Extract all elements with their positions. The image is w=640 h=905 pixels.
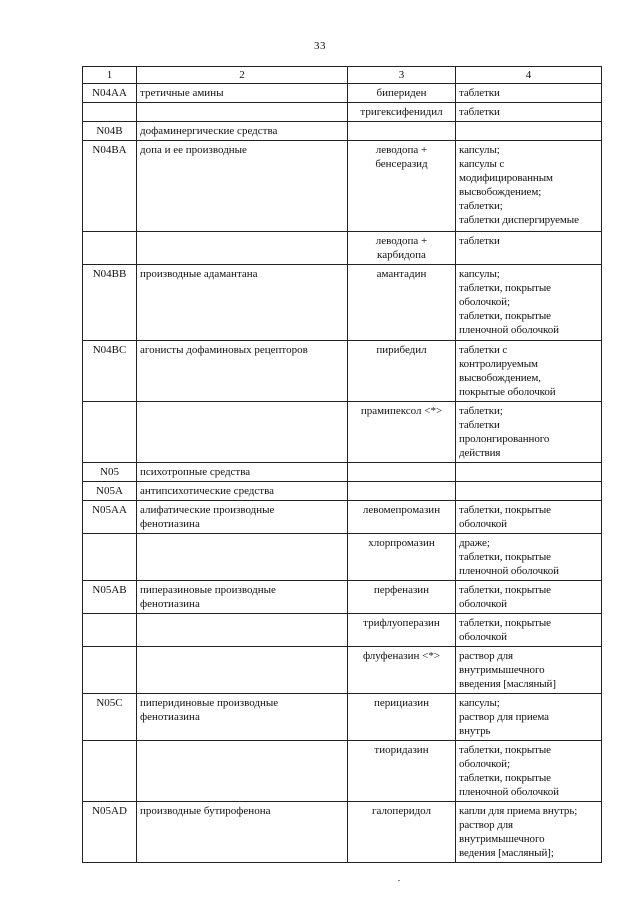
table-row bbox=[83, 581, 602, 614]
dosage-form-cell bbox=[456, 463, 602, 482]
atc-code-cell: N04BC bbox=[83, 341, 137, 402]
drug-name-cell: пирибедил bbox=[348, 341, 456, 402]
group-name-cell: допа и ее производные bbox=[137, 141, 348, 232]
atc-code-cell bbox=[83, 402, 137, 463]
drug-name-cell: флуфеназин <*> bbox=[348, 647, 456, 694]
dosage-form-cell: таблетки; таблетки пролонгированного действия bbox=[456, 402, 602, 463]
atc-code-cell: N05 bbox=[83, 463, 137, 482]
drug-name-cell: бипериден bbox=[348, 84, 456, 103]
group-name-cell: алифатические производные фенотиазина bbox=[137, 501, 348, 534]
dosage-form-cell: капли для приема внутрь; раствор для внутримышечного ведения [масляный]; bbox=[456, 802, 602, 863]
dosage-form-cell: таблетки bbox=[456, 103, 602, 122]
atc-code-cell bbox=[83, 647, 137, 694]
group-name-cell: психотропные средства bbox=[137, 463, 348, 482]
drug-table bbox=[82, 66, 602, 863]
table-row bbox=[83, 647, 602, 694]
drug-name-cell: тригексифенидил bbox=[348, 103, 456, 122]
drug-name-cell bbox=[348, 482, 456, 501]
table-row bbox=[83, 741, 602, 802]
dosage-form-cell: таблетки, покрытые оболочкой bbox=[456, 614, 602, 647]
table-row bbox=[83, 614, 602, 647]
drug-name-cell: амантадин bbox=[348, 265, 456, 341]
page-number: 33 bbox=[314, 40, 326, 52]
table-row bbox=[83, 402, 602, 463]
atc-code-cell: N04AA bbox=[83, 84, 137, 103]
dosage-form-cell bbox=[456, 482, 602, 501]
table-row bbox=[83, 141, 602, 232]
drug-name-cell bbox=[348, 122, 456, 141]
table-row bbox=[83, 694, 602, 741]
group-name-cell: третичные амины bbox=[137, 84, 348, 103]
drug-name-cell: трифлуоперазин bbox=[348, 614, 456, 647]
dosage-form-cell: таблетки, покрытые оболочкой bbox=[456, 501, 602, 534]
column-header-code: 1 bbox=[83, 67, 137, 84]
group-name-cell bbox=[137, 402, 348, 463]
table-row bbox=[83, 84, 602, 103]
dosage-form-cell: таблетки bbox=[456, 84, 602, 103]
drug-name-cell: перициазин bbox=[348, 694, 456, 741]
table-row bbox=[83, 802, 602, 863]
atc-code-cell bbox=[83, 614, 137, 647]
dosage-form-cell: таблетки, покрытые оболочкой; таблетки, покрытые пленочной оболочкой bbox=[456, 741, 602, 802]
drug-name-cell: хлорпромазин bbox=[348, 534, 456, 581]
table-body bbox=[83, 84, 602, 863]
group-name-cell: антипсихотические средства bbox=[137, 482, 348, 501]
table-row bbox=[83, 501, 602, 534]
group-name-cell bbox=[137, 647, 348, 694]
dosage-form-cell: таблетки bbox=[456, 232, 602, 265]
dosage-form-cell bbox=[456, 122, 602, 141]
table-row bbox=[83, 122, 602, 141]
drug-name-cell bbox=[348, 463, 456, 482]
dosage-form-cell: драже; таблетки, покрытые пленочной оболочкой bbox=[456, 534, 602, 581]
atc-code-cell bbox=[83, 232, 137, 265]
table-row bbox=[83, 463, 602, 482]
dosage-form-cell: таблетки, покрытые оболочкой bbox=[456, 581, 602, 614]
atc-code-cell: N04BA bbox=[83, 141, 137, 232]
group-name-cell: производные бутирофенона bbox=[137, 802, 348, 863]
table-row bbox=[83, 341, 602, 402]
atc-code-cell: N05A bbox=[83, 482, 137, 501]
group-name-cell: производные адамантана bbox=[137, 265, 348, 341]
dosage-form-cell: раствор для внутримышечного введения [масляный] bbox=[456, 647, 602, 694]
atc-code-cell: N05C bbox=[83, 694, 137, 741]
table-row bbox=[83, 482, 602, 501]
group-name-cell bbox=[137, 614, 348, 647]
drug-name-cell: леводопа + карбидопа bbox=[348, 232, 456, 265]
drug-name-cell: леводопа + бенсеразид bbox=[348, 141, 456, 232]
column-header-name: 2 bbox=[137, 67, 348, 84]
header-row bbox=[83, 67, 602, 84]
atc-code-cell: N04B bbox=[83, 122, 137, 141]
drug-name-cell: тиоридазин bbox=[348, 741, 456, 802]
table-row bbox=[83, 103, 602, 122]
column-header-form: 4 bbox=[456, 67, 602, 84]
column-header-drug: 3 bbox=[348, 67, 456, 84]
group-name-cell: агонисты дофаминовых рецепторов bbox=[137, 341, 348, 402]
page-mark bbox=[398, 880, 400, 881]
dosage-form-cell: капсулы; таблетки, покрытые оболочкой; таблетки, покрытые пленочной оболочкой bbox=[456, 265, 602, 341]
drug-name-cell: прамипексол <*> bbox=[348, 402, 456, 463]
table-row bbox=[83, 534, 602, 581]
drug-name-cell: перфеназин bbox=[348, 581, 456, 614]
table-row bbox=[83, 232, 602, 265]
group-name-cell: пиперазиновые производные фенотиазина bbox=[137, 581, 348, 614]
atc-code-cell bbox=[83, 103, 137, 122]
dosage-form-cell: капсулы; капсулы с модифицированным высвобождением; таблетки; таблетки диспергируемые bbox=[456, 141, 602, 232]
atc-code-cell bbox=[83, 741, 137, 802]
dosage-form-cell: таблетки с контролируемым высвобождением, покрытые оболочкой bbox=[456, 341, 602, 402]
table-header bbox=[83, 67, 602, 84]
group-name-cell bbox=[137, 741, 348, 802]
group-name-cell bbox=[137, 103, 348, 122]
atc-code-cell: N05AB bbox=[83, 581, 137, 614]
drug-name-cell: галоперидол bbox=[348, 802, 456, 863]
group-name-cell: пиперидиновые производные фенотиазина bbox=[137, 694, 348, 741]
group-name-cell bbox=[137, 534, 348, 581]
atc-code-cell: N05AD bbox=[83, 802, 137, 863]
table-row bbox=[83, 265, 602, 341]
dosage-form-cell: капсулы; раствор для приема внутрь bbox=[456, 694, 602, 741]
group-name-cell: дофаминергические средства bbox=[137, 122, 348, 141]
atc-code-cell: N05AA bbox=[83, 501, 137, 534]
atc-code-cell bbox=[83, 534, 137, 581]
drug-name-cell: левомепромазин bbox=[348, 501, 456, 534]
group-name-cell bbox=[137, 232, 348, 265]
atc-code-cell: N04BB bbox=[83, 265, 137, 341]
